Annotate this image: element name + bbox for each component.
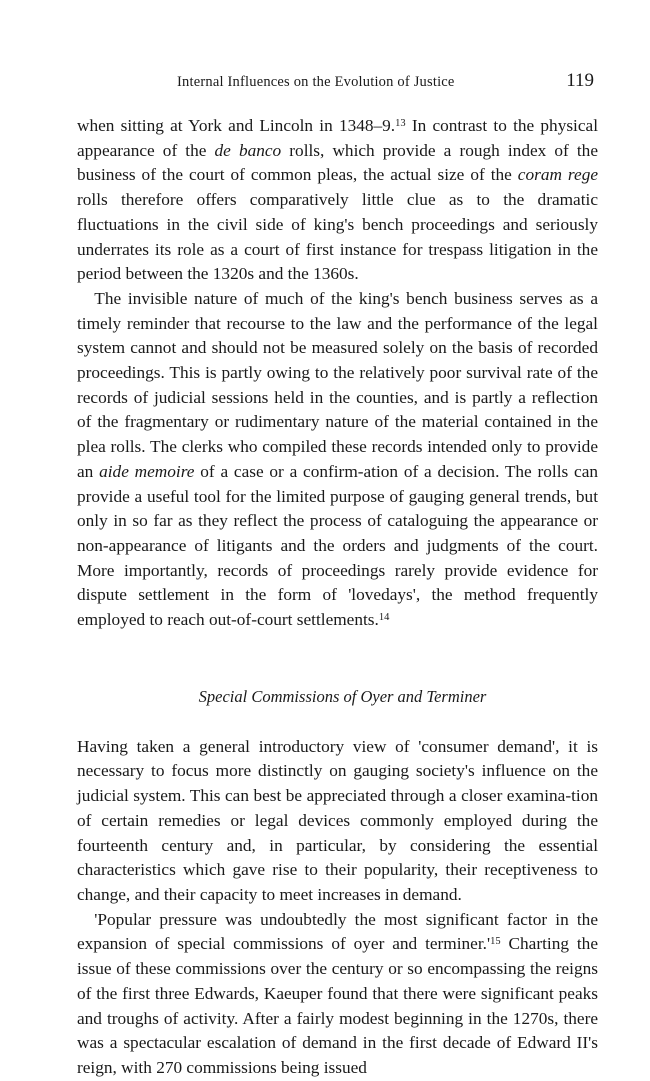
paragraph-text: In contrast to the physical appearance of the [77, 116, 598, 160]
running-head [77, 70, 598, 100]
paragraph-text: rolls therefore offers comparatively little clue as to the dramatic fluctuations in the civil side of king's bench proceedings and seriously underrates its role as a court of first instance for trespass litigation in the period between the 1320s and the 1360s. [77, 190, 598, 284]
book-page [77, 70, 598, 1081]
body-paragraph [77, 908, 598, 1081]
paragraph-text: Having taken a general introductory view of 'consumer demand', it is necessary to focus more distinctly on gauging society's influence on the judicial system. This can best be appreciated through a closer examina-tion of certain remedies or legal devices commonly employed during the fourteenth century and, in particular, by considering the essential characteristics which gave rise to their popularity, their receptiveness to change, and their capacity to meet increases in demand. [77, 736, 598, 904]
paragraph-text: 'Popular pressure was undoubtedly the most significant factor in the expansion of special commissions of oyer and terminer.' [77, 909, 598, 954]
footnote-reference: 13 [395, 118, 406, 129]
paragraph-text: when sitting at York and Lincoln in 1348–9. [77, 116, 396, 135]
footnote-reference: 14 [378, 612, 390, 624]
italic-term: coram rege [517, 165, 598, 185]
section-heading: Special Commissions of Oyer and Terminer [198, 686, 487, 706]
paragraph-text: of a case or a confirm-ation of a decision. The rolls can provide a useful tool for the limited purpose of gauging general trends, but only in so far as they reflect the process of cataloguing the appearance or non-appearance of litigants and the orders and judgments of the court. More importantly, records of proceedings rarely provide evidence for dispute settlement in the form of 'lovedays', the method frequently employed to reach out-of-court settlements. [77, 461, 599, 630]
paragraph-text: rolls, which provide a rough index of the business of the court of common pleas, the actual size of the [77, 140, 598, 185]
paragraph-text: Charting the issue of these commissions over the century or so encompassing the reigns of the first three Edwards, Kaeuper found that there were significant peaks and troughs of activity. After a fairly modest beginning in the 1270s, there was a spectacular escalation of demand in the first decade of Edward II's reign, with 270 commissions being issued [77, 934, 598, 1077]
paragraph-text: The invisible nature of much of the king's bench business serves as a timely reminder that recourse to the law and the performance of the legal system cannot and should not be measured solely on the basis of recorded proceedings. This is partly owing to the relatively poor survival rate of the records of judicial sessions held in the counties, and is partly a reflection of the fragmentary or rudimentary nature of the material contained in the plea rolls. The clerks who compiled these records intended only to provide an [77, 288, 598, 481]
body-text-after-heading [77, 735, 598, 1081]
italic-term: de banco [214, 140, 282, 160]
body-paragraph [77, 287, 598, 633]
running-head-title: Internal Influences on the Evolution of Justice [177, 74, 455, 90]
footnote-reference: 15 [490, 936, 501, 948]
body-paragraph [77, 735, 598, 908]
page-number: 119 [566, 70, 594, 91]
italic-term: aide memoire [99, 461, 195, 481]
body-text-before-heading [77, 114, 598, 633]
body-paragraph [77, 114, 598, 287]
